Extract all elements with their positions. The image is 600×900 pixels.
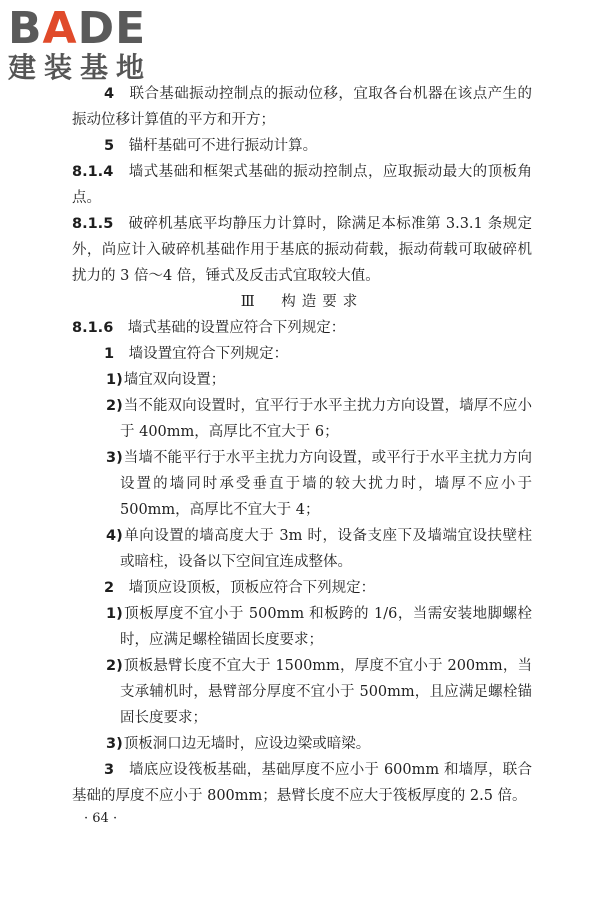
logo-subtitle: 建装基地: [8, 51, 153, 84]
sub-item-1-1: 1)墙宜双向设置；: [106, 372, 226, 388]
sub-item-2-3: 3)顶板洞口边无墙时，应设边梁或暗梁。: [106, 736, 371, 752]
clause-8-1-6-item-3: 3 墙底应设筏板基础，基础厚度不应小于 600mm 和墙厚，联合基础的厚度不应小于 800mm；悬臂长度不应大于筏板厚度的 2.5 倍。: [72, 762, 532, 804]
sub-item-2-2: 2)顶板悬臂长度不宜大于 1500mm，厚度不宜小于 200mm，当支承辅机时，悬臂部分厚度不宜小于 500mm，且应满足螺栓锚固长度要求；: [106, 658, 532, 726]
clause-item-4: 4 联合基础振动控制点的振动位移，宜取各台机器在该点产生的振动位移计算值的平方和开方；: [72, 86, 533, 128]
section-heading: Ⅲ 构造要求: [240, 294, 364, 310]
clause-8-1-5: 8.1.5 破碎机基底平均静压力计算时，除满足本标准第 3.3.1 条规定外，尚应计入破碎机基础作用于基底的振动荷载，振动荷载可取破碎机扰力的 3 倍～4 倍，锤式及反击式宜取较大值。: [72, 216, 532, 284]
logo-wordmark: BADE: [8, 3, 147, 54]
sub-item-1-2: 2)当不能双向设置时，宜平行于水平主扰力方向设置，墙厚不应小于 400mm，高厚比不宜大于 6；: [106, 398, 532, 440]
sub-item-2-1: 1)顶板厚度不宜小于 500mm 和板跨的 1/6，当需安装地脚螺栓时，应满足螺栓锚固长度要求；: [106, 606, 532, 648]
sub-item-1-3: 3)当墙不能平行于水平主扰力方向设置，或平行于水平主扰力方向设置的墙同时承受垂直于墙的较大扰力时，墙厚不应小于 500mm，高厚比不宜大于 4；: [106, 450, 532, 518]
clause-8-1-6: 8.1.6 墙式基础的设置应符合下列规定：: [72, 320, 346, 336]
clause-item-5: 5 锚杆基础可不进行振动计算。: [104, 138, 318, 154]
logo-accent-letter: A: [42, 3, 78, 54]
sub-item-1-4: 4)单向设置的墙高度大于 3m 时，设备支座下及墙端宜设扶壁柱或暗柱，设备以下空间宜连成整体。: [106, 528, 532, 570]
bade-logo: [8, 3, 178, 84]
clause-8-1-6-item-1: 1 墙设置宜符合下列规定：: [104, 346, 289, 362]
clause-8-1-6-item-2: 2 墙顶应设顶板，顶板应符合下列规定：: [104, 580, 376, 596]
page-number: · 64 ·: [84, 811, 118, 826]
document-body: [72, 81, 532, 809]
clause-8-1-4: 8.1.4 墙式基础和框架式基础的振动控制点，应取振动最大的顶板角点。: [72, 164, 533, 206]
